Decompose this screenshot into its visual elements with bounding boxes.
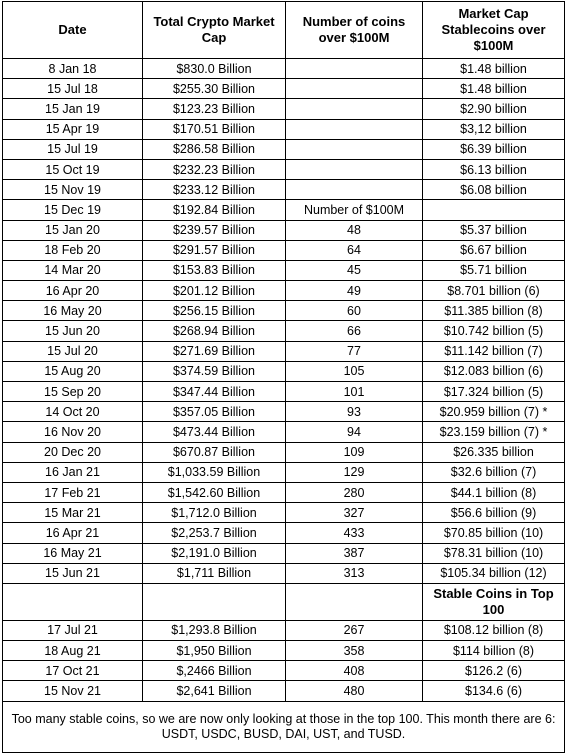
stablecoin-cap-cell: $23.159 billion (7) * [423,422,565,442]
coins-count-cell: 48 [286,220,423,240]
table-row [3,79,565,99]
coins-count-cell: 49 [286,281,423,301]
stablecoin-cap-cell: $6.13 billion [423,159,565,179]
market-cap-cell: $,2466 Billion [143,661,286,681]
stablecoin-cap-cell: $6.08 billion [423,180,565,200]
coins-count-cell: 408 [286,661,423,681]
date-cell: 17 Jul 21 [3,620,143,640]
section-empty-cell [3,583,143,620]
table-row [3,220,565,240]
coins-count-cell: 64 [286,240,423,260]
coins-count-cell: 433 [286,523,423,543]
coins-count-cell [286,79,423,99]
coins-count-cell: 129 [286,462,423,482]
stablecoin-cap-cell: $26.335 billion [423,442,565,462]
date-cell: 15 Jan 20 [3,220,143,240]
market-cap-cell: $830.0 Billion [143,59,286,79]
table-row [3,99,565,119]
table-row [3,442,565,462]
coins-count-cell [286,159,423,179]
footnote: Too many stable coins, so we are now only looking at those in the top 100. This month there are 6: USDT, USDC, BUSD, DAI, UST, and TUSD. [3,701,565,752]
stablecoin-cap-cell: $8.701 billion (6) [423,281,565,301]
market-cap-cell: $1,542.60 Billion [143,482,286,502]
table-row [3,260,565,280]
market-cap-cell: $670.87 Billion [143,442,286,462]
date-cell: 15 Jun 21 [3,563,143,583]
table-row [3,462,565,482]
table-row [3,159,565,179]
table-row [3,482,565,502]
coins-count-cell [286,59,423,79]
table-row [3,341,565,361]
table-row [3,180,565,200]
stablecoin-cap-cell: $11.142 billion (7) [423,341,565,361]
date-cell: 15 Aug 20 [3,361,143,381]
stablecoin-cap-cell: $12.083 billion (6) [423,361,565,381]
date-cell: 16 Nov 20 [3,422,143,442]
date-cell: 16 Jan 21 [3,462,143,482]
market-cap-cell: $268.94 Billion [143,321,286,341]
stablecoin-cap-cell: $2.90 billion [423,99,565,119]
coins-count-cell: Number of $100M [286,200,423,220]
date-cell: 16 Apr 20 [3,281,143,301]
table-row [3,681,565,701]
date-cell: 15 Nov 21 [3,681,143,701]
stablecoin-cap-cell: $44.1 billion (8) [423,482,565,502]
market-cap-cell: $192.84 Billion [143,200,286,220]
date-cell: 15 Nov 19 [3,180,143,200]
section-empty-cell [143,583,286,620]
table-row [3,59,565,79]
market-cap-cell: $291.57 Billion [143,240,286,260]
coins-count-cell: 60 [286,301,423,321]
coins-count-cell: 358 [286,641,423,661]
section-header-label: Stable Coins in Top 100 [423,583,565,620]
date-cell: 14 Oct 20 [3,402,143,422]
coins-count-cell: 327 [286,503,423,523]
market-cap-cell: $153.83 Billion [143,260,286,280]
table-row [3,240,565,260]
coins-count-cell [286,180,423,200]
coins-count-cell: 77 [286,341,423,361]
date-cell: 15 Jun 20 [3,321,143,341]
table-row [3,503,565,523]
date-cell: 15 Jul 19 [3,139,143,159]
coins-count-cell: 93 [286,402,423,422]
stablecoin-cap-cell: $105.34 billion (12) [423,563,565,583]
section-header-body [3,583,565,620]
coins-count-cell [286,119,423,139]
footnote-body [3,701,565,752]
market-cap-cell: $201.12 Billion [143,281,286,301]
stablecoin-cap-cell: $3,12 billion [423,119,565,139]
stablecoin-cap-cell: $6.39 billion [423,139,565,159]
section-empty-cell [286,583,423,620]
market-cap-cell: $1,293.8 Billion [143,620,286,640]
coins-count-cell: 480 [286,681,423,701]
table-row [3,563,565,583]
stablecoin-cap-cell: $108.12 billion (8) [423,620,565,640]
header-stable: Market Cap Stablecoins over $100M [423,2,565,59]
table-body-upper [3,59,565,584]
table-row [3,402,565,422]
table-row [3,301,565,321]
header-market-cap: Total Crypto Market Cap [143,2,286,59]
stablecoin-cap-cell: $32.6 billion (7) [423,462,565,482]
date-cell: 15 Oct 19 [3,159,143,179]
table-body-lower [3,620,565,701]
stablecoin-cap-cell: $114 billion (8) [423,641,565,661]
table-row [3,281,565,301]
market-cap-cell: $473.44 Billion [143,422,286,442]
market-cap-cell: $357.05 Billion [143,402,286,422]
market-cap-cell: $374.59 Billion [143,361,286,381]
date-cell: 15 Mar 21 [3,503,143,523]
stablecoin-cap-cell: $11.385 billion (8) [423,301,565,321]
date-cell: 8 Jan 18 [3,59,143,79]
market-cap-cell: $2,191.0 Billion [143,543,286,563]
date-cell: 14 Mar 20 [3,260,143,280]
market-cap-cell: $239.57 Billion [143,220,286,240]
coins-count-cell: 387 [286,543,423,563]
table-row [3,543,565,563]
date-cell: 17 Feb 21 [3,482,143,502]
market-cap-cell: $256.15 Billion [143,301,286,321]
coins-count-cell: 94 [286,422,423,442]
table-row [3,382,565,402]
market-cap-cell: $347.44 Billion [143,382,286,402]
coins-count-cell [286,99,423,119]
table-row [3,523,565,543]
header-row [3,2,565,59]
market-cap-cell: $271.69 Billion [143,341,286,361]
coins-count-cell: 101 [286,382,423,402]
stablecoin-cap-cell: $1.48 billion [423,79,565,99]
date-cell: 15 Apr 19 [3,119,143,139]
market-cap-cell: $2,641 Billion [143,681,286,701]
date-cell: 15 Jul 18 [3,79,143,99]
date-cell: 20 Dec 20 [3,442,143,462]
market-cap-cell: $1,033.59 Billion [143,462,286,482]
market-cap-cell: $1,712.0 Billion [143,503,286,523]
stablecoin-cap-cell [423,200,565,220]
market-cap-cell: $286.58 Billion [143,139,286,159]
stablecoin-cap-cell: $134.6 (6) [423,681,565,701]
section-header-row [3,583,565,620]
coins-count-cell: 280 [286,482,423,502]
market-cap-cell: $255.30 Billion [143,79,286,99]
stablecoin-cap-cell: $20.959 billion (7) * [423,402,565,422]
footnote-row [3,701,565,752]
coins-count-cell: 313 [286,563,423,583]
date-cell: 16 Apr 21 [3,523,143,543]
coins-count-cell: 267 [286,620,423,640]
stablecoin-cap-cell: $70.85 billion (10) [423,523,565,543]
market-cap-cell: $233.12 Billion [143,180,286,200]
stablecoin-cap-cell: $17.324 billion (5) [423,382,565,402]
date-cell: 15 Jan 19 [3,99,143,119]
market-cap-cell: $232.23 Billion [143,159,286,179]
table-row [3,200,565,220]
table-row [3,422,565,442]
stablecoin-cap-cell: $10.742 billion (5) [423,321,565,341]
stablecoin-cap-cell: $5.71 billion [423,260,565,280]
market-cap-cell: $2,253.7 Billion [143,523,286,543]
date-cell: 15 Sep 20 [3,382,143,402]
stablecoin-cap-cell: $56.6 billion (9) [423,503,565,523]
date-cell: 16 May 21 [3,543,143,563]
date-cell: 16 May 20 [3,301,143,321]
stablecoin-cap-cell: $126.2 (6) [423,661,565,681]
table-row [3,361,565,381]
market-cap-cell: $1,950 Billion [143,641,286,661]
date-cell: 17 Oct 21 [3,661,143,681]
market-cap-cell: $1,711 Billion [143,563,286,583]
stablecoin-cap-cell: $1.48 billion [423,59,565,79]
market-cap-cell: $123.23 Billion [143,99,286,119]
date-cell: 18 Aug 21 [3,641,143,661]
table-row [3,139,565,159]
stablecoin-cap-cell: $5.37 billion [423,220,565,240]
table-row [3,641,565,661]
market-cap-cell: $170.51 Billion [143,119,286,139]
table-row [3,661,565,681]
table-row [3,119,565,139]
coins-count-cell: 66 [286,321,423,341]
coins-count-cell: 105 [286,361,423,381]
crypto-market-table [2,1,565,753]
header-date: Date [3,2,143,59]
date-cell: 15 Jul 20 [3,341,143,361]
table-row [3,620,565,640]
stablecoin-cap-cell: $6.67 billion [423,240,565,260]
table-row [3,321,565,341]
stablecoin-cap-cell: $78.31 billion (10) [423,543,565,563]
header-coins: Number of coins over $100M [286,2,423,59]
date-cell: 15 Dec 19 [3,200,143,220]
coins-count-cell: 109 [286,442,423,462]
coins-count-cell: 45 [286,260,423,280]
date-cell: 18 Feb 20 [3,240,143,260]
coins-count-cell [286,139,423,159]
